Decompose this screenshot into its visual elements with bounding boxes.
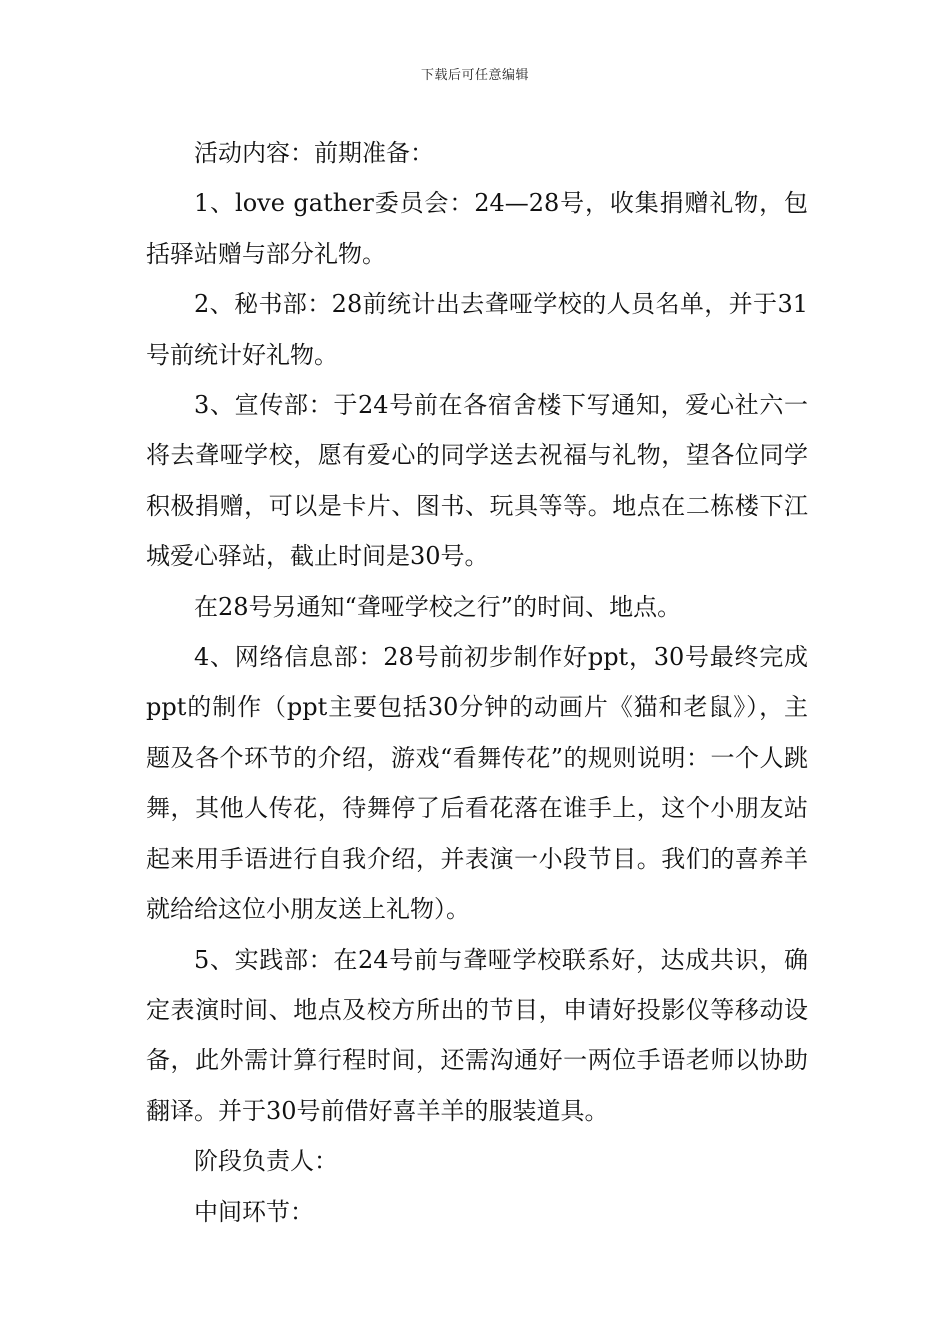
paragraph-item-5: 5、实践部：在24号前与聋哑学校联系好，达成共识，确定表演时间、地点及校方所出的节目，申请好投影仪等移动设备，此外需计算行程时间，还需沟通好一两位手语老师以协助翻译。并于30号前借好喜羊羊的服装道具。 bbox=[146, 945, 808, 1125]
paragraph-middle-section: 中间环节： bbox=[194, 1197, 314, 1226]
page-header: 下载后可任意编辑 bbox=[420, 68, 529, 83]
paragraph-notice: 在28号另通知“聋哑学校之行”的时间、地点。 bbox=[194, 592, 682, 621]
document-body bbox=[146, 128, 808, 1237]
paragraph-item-3: 3、宣传部：于24号前在各宿舍楼下写通知，爱心社六一将去聋哑学校，愿有爱心的同学送去祝福与礼物，望各位同学积极捐赠，可以是卡片、图书、玩具等等。地点在二栋楼下江城爱心驿站，截止时间是30号。 bbox=[146, 391, 808, 571]
paragraph-item-2: 2、秘书部：28前统计出去聋哑学校的人员名单，并于31号前统计好礼物。 bbox=[146, 290, 808, 369]
paragraph-activity-content: 活动内容：前期准备： bbox=[194, 139, 434, 167]
paragraph-item-4: 4、网络信息部：28号前初步制作好ppt，30号最终完成ppt的制作（ppt主要包括30分钟的动画片《猫和老鼠》），主题及各个环节的介绍，游戏“看舞传花”的规则说明：一个人跳舞，其他人传花，待舞停了后看花落在谁手上，这个小朋友站起来用手语进行自我介绍，并表演一小段节目。我们的喜养羊就给给这位小朋友送上礼物）。 bbox=[146, 643, 808, 924]
paragraph-item-1: 1、love gather委员会：24—28号，收集捐赠礼物，包括驿站赠与部分礼物。 bbox=[146, 189, 808, 268]
paragraph-stage-lead: 阶段负责人： bbox=[194, 1147, 338, 1176]
